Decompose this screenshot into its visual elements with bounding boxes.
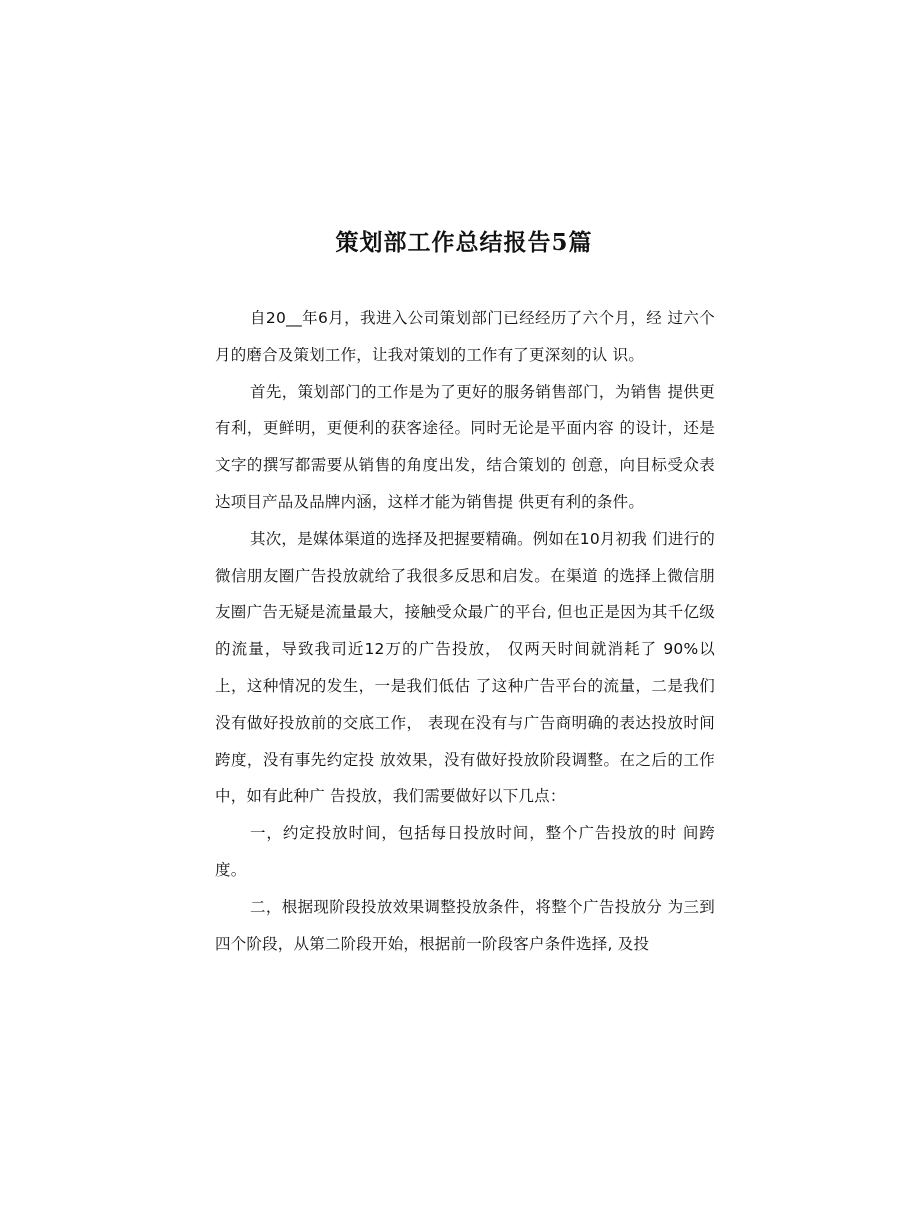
document-title: 策划部工作总结报告5篇 [335,229,593,256]
paragraph: 一，约定投放时间，包括每日投放时间，整个广告投放的时 间跨度。 [215,824,715,879]
paragraph: 首先，策划部门的工作是为了更好的服务销售部门，为销售 提供更有利，更鲜明，更便利的获客途径。同时无论是平面内容 的设计，还是文字的撰写都需要从销售的角度出发，结合策划的 创意，向目标受众表达项目产品及品牌内涵，这样才能为销售提 供更有利的条件。 [215,382,715,511]
paragraph: 自20__年6月，我进入公司策划部门已经经历了六个月，经 过六个月的磨合及策划工作，让我对策划的工作有了更深刻的认 识。 [215,309,715,364]
paragraph: 二，根据现阶段投放效果调整投放条件，将整个广告投放分 为三到四个阶段，从第二阶段开始，根据前一阶段客户条件选择, 及投 [215,897,715,953]
document-body [215,300,715,962]
paragraph: 其次，是媒体渠道的选择及把握要精确。例如在10月初我 们进行的微信朋友圈广告投放就给了我很多反思和启发。在渠道 的选择上微信朋友圈广告无疑是流量最大，接触受众最广的平台, 但也正是因为其千亿级的流量，导致我司近12万的广告投放， 仅两天时间就消耗了 90%以上，这种情况的发生，一是我们低估 了这种广告平台的流量，二是我们没有做好投放前的交底工作， 表现在没有与广告商明确的表达投放时间跨度，没有事先约定投 放效果，没有做好投放阶段调整。在之后的工作中，如有此种广 告投放，我们需要做好以下几点： [215,529,715,806]
